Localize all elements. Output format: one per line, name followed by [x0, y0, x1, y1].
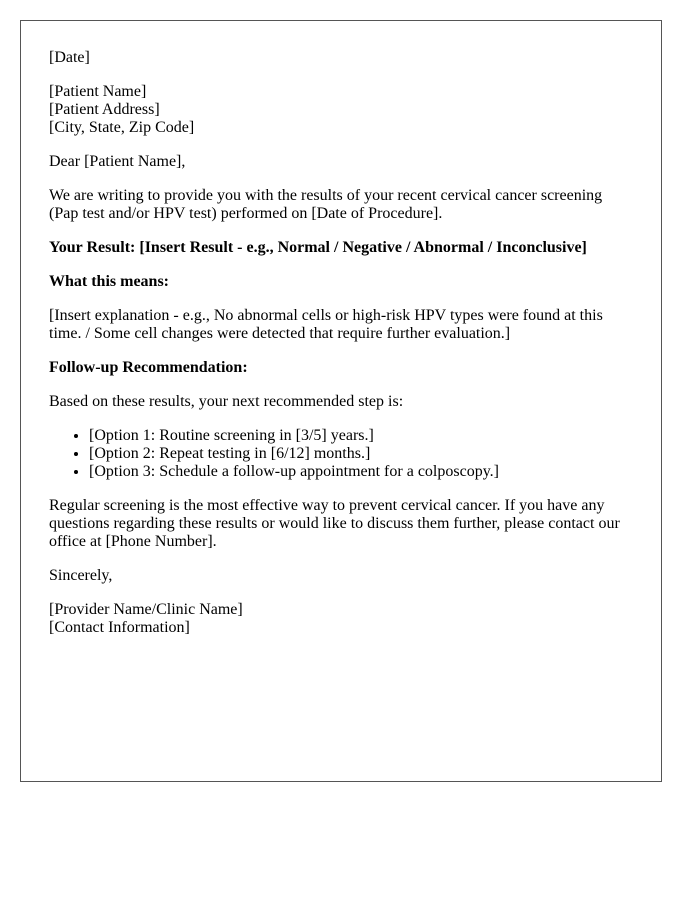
letter-date: [Date]	[49, 49, 90, 66]
recipient-name: [Patient Name]	[49, 83, 147, 100]
recipient-address-block	[49, 83, 633, 137]
followup-intro: Based on these results, your next recommended step is:	[49, 393, 404, 410]
intro-paragraph: We are writing to provide you with the results of your recent cervical cancer screening (Pap test and/or HPV test) performed on [Date of Procedure].	[49, 187, 603, 222]
letter-page	[20, 20, 662, 782]
signature-contact: [Contact Information]	[49, 619, 190, 636]
recipient-city-state-zip: [City, State, Zip Code]	[49, 119, 195, 136]
list-item: • [Option 2: Repeat testing in [6/12] months.]	[89, 445, 633, 463]
meaning-text: [Insert explanation - e.g., No abnormal cells or high-risk HPV types were found at this time. / Some cell changes were detected that require further evaluation.]	[49, 307, 603, 342]
followup-heading: Follow-up Recommendation:	[49, 359, 248, 376]
result-line: Your Result: [Insert Result - e.g., Normal / Negative / Abnormal / Inconclusive]	[49, 239, 587, 256]
salutation: Dear [Patient Name],	[49, 153, 186, 170]
recipient-address: [Patient Address]	[49, 101, 160, 118]
meaning-heading: What this means:	[49, 273, 170, 290]
signature-block	[49, 601, 633, 637]
closing-paragraph: Regular screening is the most effective way to prevent cervical cancer. If you have any questions regarding these results or would like to discuss them further, please contact our office at [Phone Number].	[49, 497, 620, 550]
list-item: • [Option 3: Schedule a follow-up appointment for a colposcopy.]	[89, 463, 633, 481]
list-item: • [Option 1: Routine screening in [3/5] years.]	[89, 427, 633, 445]
signature-provider: [Provider Name/Clinic Name]	[49, 601, 243, 618]
followup-options-list	[49, 427, 633, 481]
signoff: Sincerely,	[49, 567, 113, 584]
